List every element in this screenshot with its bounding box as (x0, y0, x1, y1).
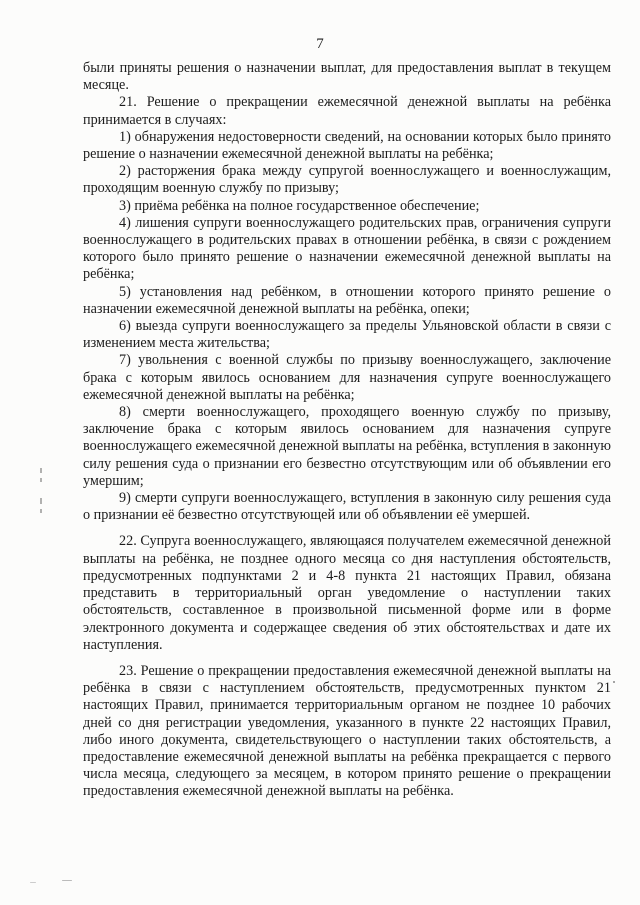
paragraph-clause-21: 21. Решение о прекращении ежемесячной денежной выплаты на ребёнка принимается в случаях: (83, 94, 611, 128)
list-item-subclause-6: 6) выезда супруги военнослужащего за пределы Ульяновской области в связи с изменением места жительства; (83, 318, 611, 352)
paragraph-continuation: были приняты решения о назначении выплат, для предоставления выплат в текущем месяце. (83, 60, 611, 94)
scan-margin-mark (38, 468, 46, 488)
list-item-subclause-1: 1) обнаружения недостоверности сведений, на основании которых было принято решение о назначении ежемесячной денежной выплаты на ребёнка; (83, 128, 611, 163)
list-item-subclause-8: 8) смерти военнослужащего, проходящего военную службу по призыву, заключение брака с которым явилось основанием для назначения супруге военнослужащего ежемесячной денежной выплаты на ребёнка, вступления в законную силу решения суда о признании его безвестно отсутствующим или об объявлении его умершим; (83, 404, 611, 489)
list-item-subclause-2: 2) расторжения брака между супругой военнослужащего и военнослужащим, проходящим военную службу по призыву; (83, 163, 611, 197)
paragraph-clause-22: 22. Супруга военнослужащего, являющаяся получателем ежемесячной денежной выплаты на ребёнка, не позднее одного месяца со дня наступления обстоятельств, предусмотренных подпунктами 2 и 4-8 пункта 21 настоящих Правил, обязана представить в территориальный орган уведомление о наступлении таких обстоятельств, составленное в произвольной письменной форме или в форме электронного документа и содержащее сведения об этих обстоятельствах и дате их наступления. (83, 533, 611, 653)
paragraph-clause-23: 23. Решение о прекращении предоставления ежемесячной денежной выплаты на ребёнка в связи с наступлением обстоятельств, предусмотренных пунктом 21 настоящих Правил, принимается территориальным органом не позднее 10 рабочих дней со дня регистрации уведомления, указанного в пункте 22 настоящих Правил, либо иного документа, свидетельствующего о наступлении таких обстоятельств, а предоставление ежемесячной денежной выплаты на ребёнка прекращается с первого числа месяца, следующего за месяцем, в котором принято решение о прекращении предоставления ежемесячной денежной выплаты на ребёнка. (83, 662, 611, 800)
document-body (83, 60, 611, 801)
scan-speck (613, 681, 615, 683)
list-item-subclause-4: 4) лишения супруги военнослужащего родительских прав, ограничения супруги военнослужащего в родительских правах в отношении ребёнка, в связи с рождением которого было принято решение о назначении ежемесячной денежной выплаты на ребёнка; (83, 214, 611, 283)
list-item-subclause-9: 9) смерти супруги военнослужащего, вступления в законную силу решения суда о признании её безвестно отсутствующей или об объявлении её умершей. (83, 490, 611, 524)
list-item-subclause-3: 3) приёма ребёнка на полное государственное обеспечение; (119, 197, 480, 214)
scan-margin-mark (38, 498, 46, 518)
list-item-subclause-7: 7) увольнения с военной службы по призыву военнослужащего, заключение брака с которым явилось основанием для назначения супруге военнослужащего ежемесячной денежной выплаты на ребёнка; (83, 352, 611, 403)
scan-speck (30, 882, 36, 883)
scan-speck (62, 880, 72, 881)
list-item-subclause-5: 5) установления над ребёнком, в отношении которого принято решение о назначении ежемесячной денежной выплаты на ребёнка, опеки; (83, 283, 611, 317)
page-number: 7 (316, 36, 324, 52)
